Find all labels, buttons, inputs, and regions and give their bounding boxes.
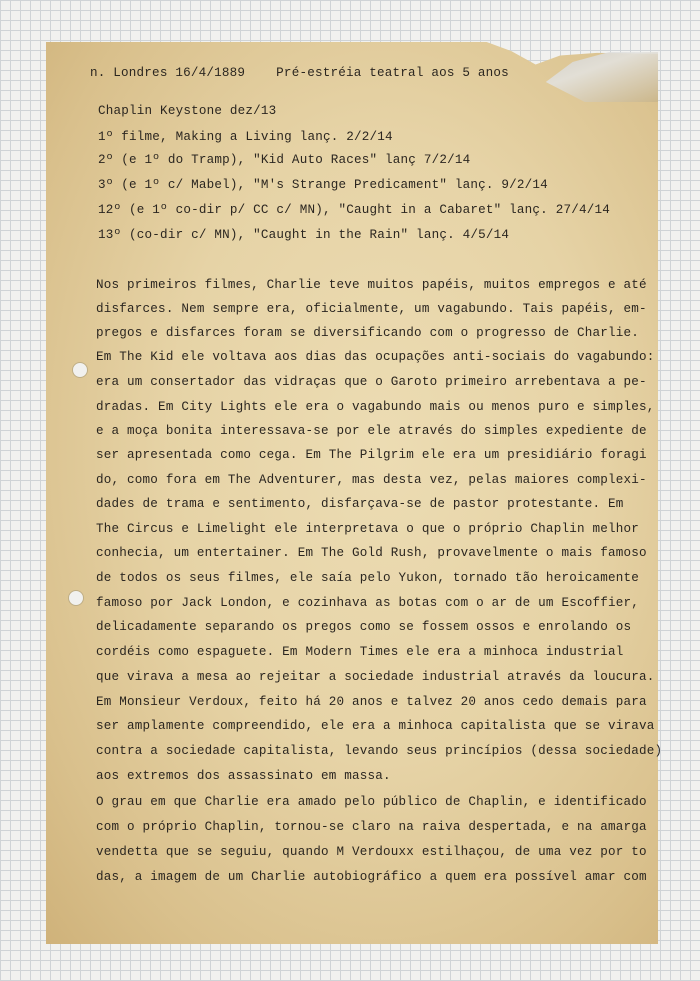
- body-line: Em The Kid ele voltava aos dias das ocupações anti-sociais do vagabundo:: [96, 350, 655, 364]
- body-line: das, a imagem de um Charlie autobiográfico a quem era possível amar com: [96, 870, 647, 884]
- filmography-line: 13º (co-dir c/ MN), "Caught in the Rain" lanç. 4/5/14: [98, 228, 510, 242]
- body-line: The Circus e Limelight ele interpretava o que o próprio Chaplin melhor: [96, 522, 640, 536]
- filmography-line: 2º (e 1º do Tramp), "Kid Auto Races" lanç 7/2/14: [98, 153, 471, 167]
- body-line: contra a sociedade capitalista, levando seus princípios (dessa sociedade): [96, 744, 663, 758]
- filmography-line: 12º (e 1º co-dir p/ CC c/ MN), "Caught in a Cabaret" lanç. 27/4/14: [98, 203, 610, 217]
- body-line: pregos e disfarces foram se diversificando com o progresso de Charlie.: [96, 326, 640, 340]
- body-line: e a moça bonita interessava-se por ele através do simples expediente de: [96, 424, 647, 438]
- body-line: com o próprio Chaplin, tornou-se claro na raiva despertada, e na amarga: [96, 820, 647, 834]
- body-line: famoso por Jack London, e cozinhava as botas com o ar de um Escoffier,: [96, 596, 640, 610]
- filmography-line: 1º filme, Making a Living lanç. 2/2/14: [98, 130, 393, 144]
- header-line: n. Londres 16/4/1889 Pré-estréia teatral aos 5 anos: [90, 66, 509, 80]
- body-line: disfarces. Nem sempre era, oficialmente, um vagabundo. Tais papéis, em-: [96, 302, 647, 316]
- body-line: do, como fora em The Adventurer, mas desta vez, pelas maiores complexi-: [96, 473, 647, 487]
- body-line: que virava a mesa ao rejeitar a sociedade industrial através da loucura.: [96, 670, 655, 684]
- punch-hole: [72, 362, 88, 378]
- body-line: dradas. Em City Lights ele era o vagabundo mais ou menos puro e simples,: [96, 400, 655, 414]
- body-line: Em Monsieur Verdoux, feito há 20 anos e talvez 20 anos cedo demais para: [96, 695, 647, 709]
- filmography-line: 3º (e 1º c/ Mabel), "M's Strange Predicament" lanç. 9/2/14: [98, 178, 548, 192]
- body-line: delicadamente separando os pregos como se fossem ossos e enrolando os: [96, 620, 632, 634]
- punch-hole: [68, 590, 84, 606]
- body-line: ser apresentada como cega. Em The Pilgrim ele era um presidiário foragi: [96, 448, 647, 462]
- body-line: vendetta que se seguiu, quando M Verdouxx estilhaçou, de uma vez por to: [96, 845, 647, 859]
- body-line: de todos os seus filmes, ele saía pelo Yukon, tornado tão heroicamente: [96, 571, 640, 585]
- body-line: era um consertador das vidraças que o Garoto primeiro arrebentava a pe-: [96, 375, 647, 389]
- filmography-line: Chaplin Keystone dez/13: [98, 104, 277, 118]
- body-line: Nos primeiros filmes, Charlie teve muitos papéis, muitos empregos e até: [96, 278, 647, 292]
- body-line: cordéis como espaguete. Em Modern Times ele era a minhoca industrial: [96, 645, 624, 659]
- body-line: conhecia, um entertainer. Em The Gold Rush, provavelmente o mais famoso: [96, 546, 647, 560]
- body-line: O grau em que Charlie era amado pelo público de Chaplin, e identificado: [96, 795, 647, 809]
- body-line: aos extremos dos assassinato em massa.: [96, 769, 391, 783]
- body-line: dades de trama e sentimento, disfarçava-se de pastor protestante. Em: [96, 497, 624, 511]
- body-line: ser amplamente compreendido, ele era a minhoca capitalista que se virava: [96, 719, 655, 733]
